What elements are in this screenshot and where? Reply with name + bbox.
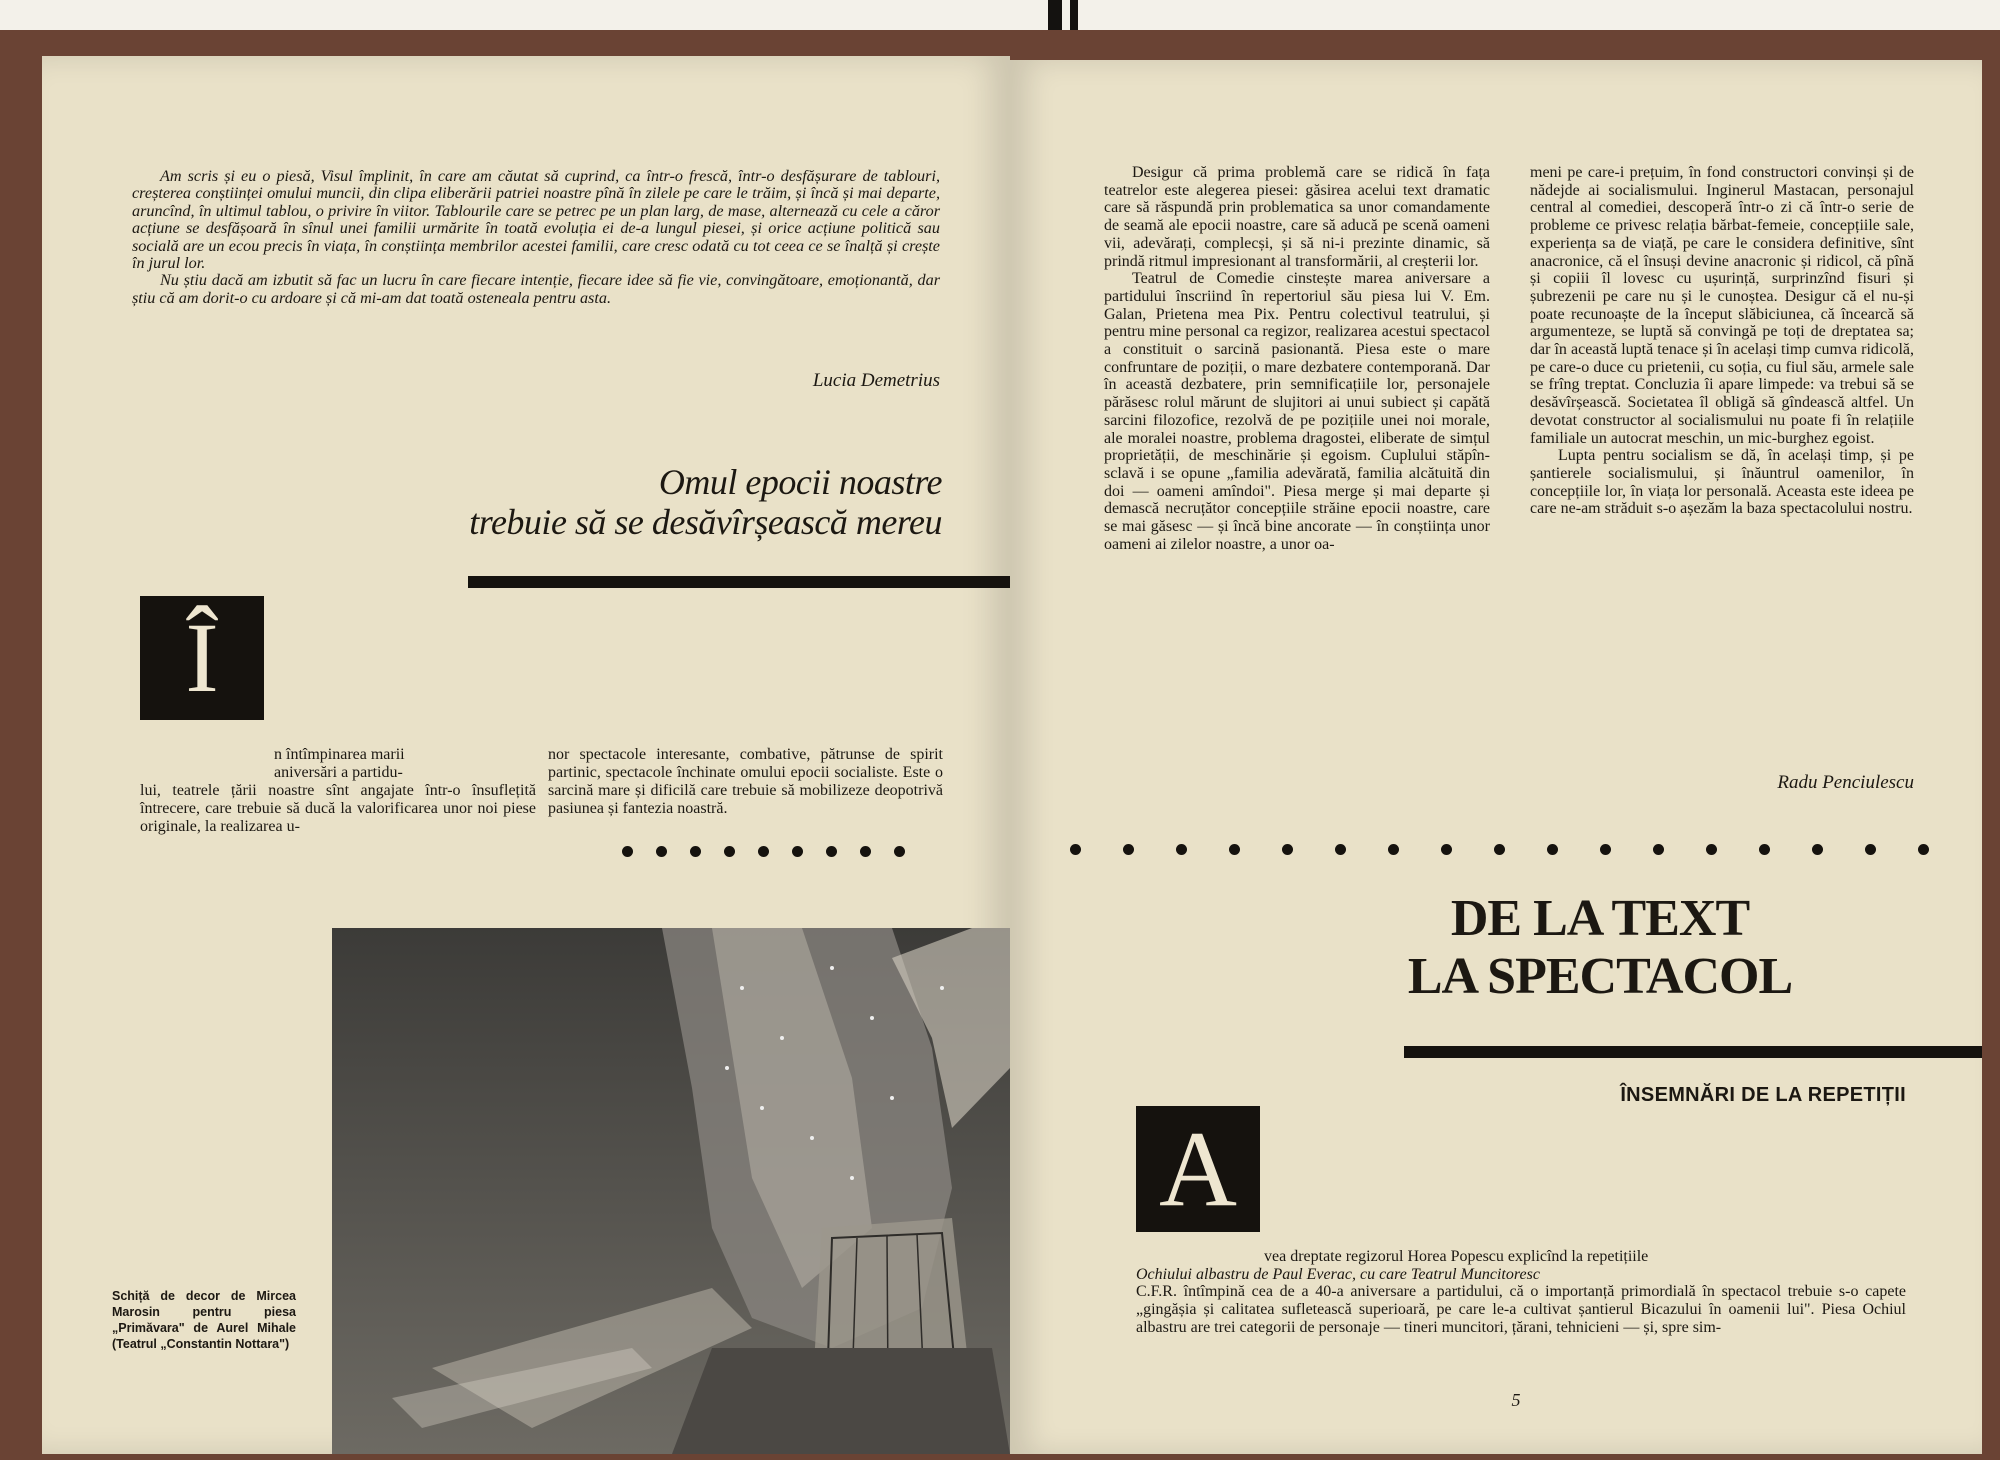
dot: [1706, 844, 1717, 855]
dot: [758, 846, 769, 857]
article-paragraph: Lupta pentru socialism se dă, în același timp, și pe șantierele socialismului, și înăuntrul oamenilor, în concepțiile lor, în viața lor personală. Aceasta este ideea pe care ne-am străduit s-o așezăm la baza spectacolului nostru.: [1530, 447, 1914, 518]
article-title-line: Omul epocii noastre: [658, 462, 942, 502]
dot: [826, 846, 837, 857]
article-line: aniversări a partidu-: [274, 764, 403, 781]
article-paragraph: Teatrul de Comedie cinstește marea aniversare a partidului înscriind în repertoriul său piesa lui V. Em. Galan, Prietena mea Pix. Pentru colectivul teatrului, și pentru mine personal ca regizor, realizarea acestui spectacol a constituit o sarcină pasionantă. Piesa este o mare confruntare de poziții, o mare dezbatere contemporană. Dar în această dezbatere, prin semnificațiile lor, personajele părăsesc rolul mărunt de slujitori ai unui subiect și capătă sarcini filozofice, rezolvă de pe pozițiile unei noi morale, ale moralei noastre, problema dragostei, eliberate de simțul proprietății, de meschinărie și egoism. Cuplului stăpîn-sclavă i se opune „familia adevărată, familia alcătuită din doi — oameni amîndoi". Piesa merge și mai departe și demască necruțător concepțiile străine epocii noastre, care se mai găsesc — și încă bine ancorate — în conștiința unor oameni ai zilelor noastre, a unor oa-: [1104, 270, 1490, 553]
bottom-article: [1136, 1248, 1906, 1337]
dot: [792, 846, 803, 857]
headline-line: DE LA TEXT: [1450, 890, 1750, 947]
dot: [894, 846, 905, 857]
dot: [1441, 844, 1452, 855]
dot: [724, 846, 735, 857]
article-text: lui, teatrele țării noastre sînt angajate într-o însuflețită întrecere, care trebuie să ducă la valorificarea unor noi piese originale, la realizarea u-: [140, 782, 536, 835]
intro-text: [132, 168, 940, 307]
dot: [656, 846, 667, 857]
dot: [1759, 844, 1770, 855]
page-number: 5: [1511, 1390, 1521, 1410]
dot: [1600, 844, 1611, 855]
intro-paragraph: Nu știu dacă am izbutit să fac un lucru în care fiecare intenție, fiecare idee să fie vie, convingătoare, emoționantă, dar știu că am dorit-o cu ardoare și că mi-am dat toată osteneala pentru asta.: [132, 271, 940, 307]
dot: [1282, 844, 1293, 855]
article-column-right-2: [1530, 164, 1914, 518]
article-title-line: trebuie să se desăvîrșească mereu: [469, 502, 942, 542]
stage-sketch: [332, 928, 1010, 1454]
article-column-1: [140, 746, 536, 836]
article-line: n întîmpinarea marii: [274, 746, 405, 763]
article-column-right-1: [1104, 164, 1490, 553]
headline-line: LA SPECTACOL: [1407, 948, 1793, 1005]
dot: [690, 846, 701, 857]
dot: [1176, 844, 1187, 855]
intro-paragraph: Am scris și eu o piesă, Visul împlinit, în care am căutat să cuprind, ca într-o frescă, într-o desfășurare de tablouri, creșterea conștiinței omului muncii, din clipa eliberării patriei noastre pînă în zilele pe care le trăim, și încă și mai departe, aruncînd, în ultimul tablou, o privire în viitor. Tablourile care se petrec pe un plan larg, de mase, alternează cu cele a căror acțiune se desfășoară în sînul unei familii urmărite în toată evoluția ei de-a lungul piesei, și orice acțiune politică sau socială are un ecou precis în viața, în conștiința membrilor acestei familii, care cresc odată cu tot ceea ce se înalță și crește în jurul lor.: [132, 167, 940, 273]
dot-separator: [622, 846, 905, 857]
article-paragraph: meni pe care-i prețuim, în fond constructori convinși și de nădejde ai socialismului. Inginerul Mastacan, personajul central al comediei, descoperă într-o zi că într-o serie de probleme ce privesc relația bărbat-femeie, concepțiile sale, experiența sa de viață, pe care le considera definitive, sînt anacronice, că el însuși devine anacronic și ridicol, că pînă și copiii îl lovesc cu ușurință, surprinzînd fisuri și șubrezenii pe care nu și le cunoștea. Desigur că el nu-și poate recunoaște de la început slăbiciunea, că încearcă să argumenteze, se luptă să convingă pe toți de dreptatea sa; dar în această luptă tenace și în același timp cumva ridicolă, pe care-o duce cu prietenii, cu soția, cu fiul său, armele sale se frîng treptat. Concluzia îi apare limpede: va trebui să se desăvîrșească. Societatea îl obligă să gîndească altfel. Un devotat constructor al socialismului nu poate fi în relațiile familiale un autocrat meschin, un mic-burghez egoist.: [1530, 164, 1914, 447]
headline: [1260, 890, 1940, 1006]
article-line: Ochiului albastru de Paul Everac, cu care Teatrul Muncitoresc: [1136, 1265, 1540, 1283]
drop-cap: A: [1136, 1106, 1260, 1232]
subheading: ÎNSEMNĂRI DE LA REPETIȚII: [1620, 1084, 1906, 1106]
dot: [1335, 844, 1346, 855]
dot: [860, 846, 871, 857]
dot: [1123, 844, 1134, 855]
article-title: [282, 462, 942, 542]
dot: [1547, 844, 1558, 855]
dot: [1388, 844, 1399, 855]
drop-cap: Î: [140, 596, 264, 720]
article-column-2: nor spectacole interesante, combative, pătrunse de spirit partinic, spectacole închinate omului epocii socialiste. Este o sarcină mare și dificilă care trebuie să mobilizeze deopotrivă pasiunea și fantezia noastră.: [548, 746, 943, 817]
set-design-illustration: [332, 928, 1010, 1454]
title-rule: [468, 576, 1010, 588]
article-paragraph: Desigur că prima problemă care se ridică în fața teatrelor este alegerea piesei: găsirea acelui text dramatic care să răspundă prin problematica sa unor comandamente de seamă ale epocii noastre, care să aducă pe scenă oameni vii, adevărați, complecși, și să ni-i prezinte dinamic, să prindă ritmul impresionant al transformării, al creșterii lor.: [1104, 164, 1490, 270]
dot: [1918, 844, 1929, 855]
illustration-caption: Schiță de decor de Mircea Marosin pentru piesa „Primăvara" de Aurel Mihale (Teatrul „Constantin Nottara"): [112, 1289, 296, 1351]
left-page: [42, 56, 1010, 1454]
dot: [1812, 844, 1823, 855]
article-text: C.F.R. întîmpină cea de a 40-a aniversare a partidului, că o importanță primordială în spectacol trebuie s-o capete „gingășia și calitatea sufletească superioară, pe care le-a cultivat șantierul Bicazului în oamenii lui". Piesa Ochiul albastru are trei categorii de personaje — tineri muncitori, țărani, tehnicieni — și, spre sim-: [1136, 1283, 1906, 1336]
dot: [622, 846, 633, 857]
dot: [1229, 844, 1240, 855]
article-signature: Radu Penciulescu: [1777, 772, 1914, 793]
dot: [1494, 844, 1505, 855]
dot: [1865, 844, 1876, 855]
headline-rule: [1404, 1046, 1982, 1058]
intro-signature: Lucia Demetrius: [812, 370, 940, 391]
dot-separator: [1070, 844, 1929, 855]
article-line: vea dreptate regizorul Horea Popescu explicînd la repetițiile: [1264, 1248, 1649, 1265]
right-page: [1010, 60, 1982, 1454]
dot: [1653, 844, 1664, 855]
dot: [1070, 844, 1081, 855]
